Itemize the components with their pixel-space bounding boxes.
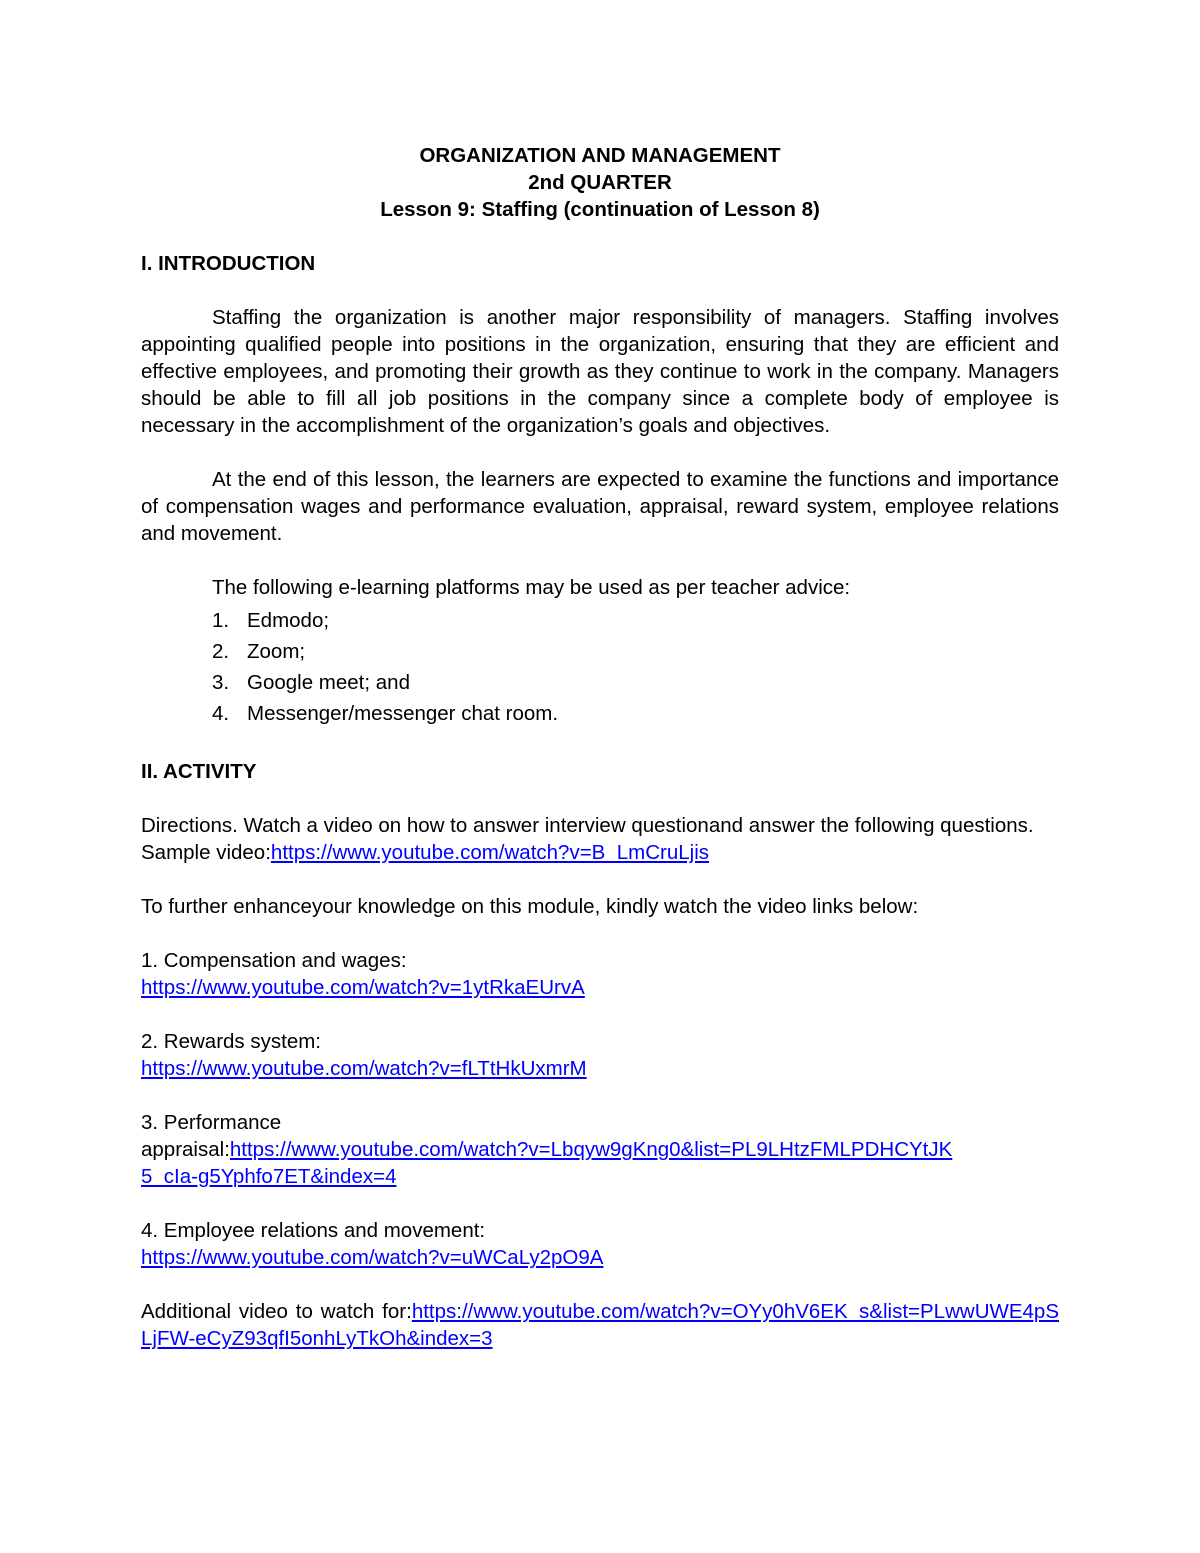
video-link-label-cont: appraisal: (141, 1138, 230, 1161)
list-item (212, 605, 1059, 636)
platform-list (141, 605, 1059, 729)
list-item (212, 698, 1059, 729)
video-link-rewards (141, 1028, 1059, 1082)
compensation-video-link[interactable]: https://www.youtube.com/watch?v=1ytRkaEUrvA (141, 976, 585, 999)
directions-block (141, 812, 1059, 866)
introduction-paragraph-2: At the end of this lesson, the learners are expected to examine the functions and importance of compensation wages and performance evaluation, appraisal, reward system, employee relations and movement. (141, 468, 1059, 545)
additional-video-link[interactable]: https://www.youtube.com/watch?v=OYy0hV6EK_s&list=PLwwUWE4pSLjFW-eCyZ93qfI5onhLyTkOh&index=3 (141, 1300, 1059, 1350)
list-item-label: Google meet; and (247, 671, 410, 694)
list-item (212, 636, 1059, 667)
video-link-label: 3. Performance (141, 1111, 282, 1134)
sample-video-label: Sample video: (141, 841, 271, 864)
video-link-performance (141, 1109, 1059, 1190)
list-item-label: Messenger/messenger chat room. (247, 702, 559, 725)
performance-video-link[interactable]: https://www.youtube.com/watch?v=Lbqyw9gKng0&list=PL9LHtzFMLPDHCYtJK5_cIa-g5Yphfo7ET&index=4 (141, 1138, 953, 1188)
directions-text: Directions. Watch a video on how to answer interview questionand answer the following questions. (141, 814, 1034, 837)
list-item-number: 4. (212, 702, 230, 725)
activity-heading: II. ACTIVITY (141, 760, 257, 783)
video-link-label: 1. Compensation and wages: (141, 949, 407, 972)
sample-video-line (141, 839, 1059, 866)
video-link-compensation (141, 947, 1059, 1001)
video-link-employee-relations (141, 1217, 1059, 1271)
additional-video-block (141, 1298, 1059, 1352)
employee-relations-video-link[interactable]: https://www.youtube.com/watch?v=uWCaLy2pO9A (141, 1246, 604, 1269)
document-page (141, 142, 1059, 1352)
rewards-video-link[interactable]: https://www.youtube.com/watch?v=fLTtHkUxmrM (141, 1057, 587, 1080)
platforms-intro: The following e-learning platforms may be used as per teacher advice: (212, 576, 851, 599)
additional-video-label: Additional video to watch for: (141, 1300, 412, 1323)
document-title: ORGANIZATION AND MANAGEMENT (419, 144, 781, 167)
list-item-number: 1. (212, 609, 230, 632)
introduction-heading: I. INTRODUCTION (141, 252, 316, 275)
list-item (212, 667, 1059, 698)
list-item-number: 2. (212, 640, 230, 663)
list-item-label: Zoom; (247, 640, 306, 663)
lesson-title: Lesson 9: Staffing (continuation of Lesson 8) (380, 198, 820, 221)
sample-video-link[interactable]: https://www.youtube.com/watch?v=B_LmCruLjis (270, 841, 710, 864)
introduction-paragraph-1: Staffing the organization is another major responsibility of managers. Staffing involves appointing qualified people into positions in the organization, ensuring that they are efficient and effective employees, and promoting their growth as they continue to work in the company. Managers should be able to fill all job positions in the company since a complete body of employee is necessary in the accomplishment of the organization’s goals and objectives. (141, 306, 1059, 437)
video-link-label: 2. Rewards system: (141, 1030, 321, 1053)
document-header (141, 142, 1059, 223)
video-link-label: 4. Employee relations and movement: (141, 1219, 486, 1242)
performance-link-line (141, 1136, 961, 1190)
quarter-label: 2nd QUARTER (528, 171, 672, 194)
enhance-text: To further enhanceyour knowledge on this module, kindly watch the video links below: (141, 895, 919, 918)
list-item-label: Edmodo; (247, 609, 330, 632)
list-item-number: 3. (212, 671, 230, 694)
